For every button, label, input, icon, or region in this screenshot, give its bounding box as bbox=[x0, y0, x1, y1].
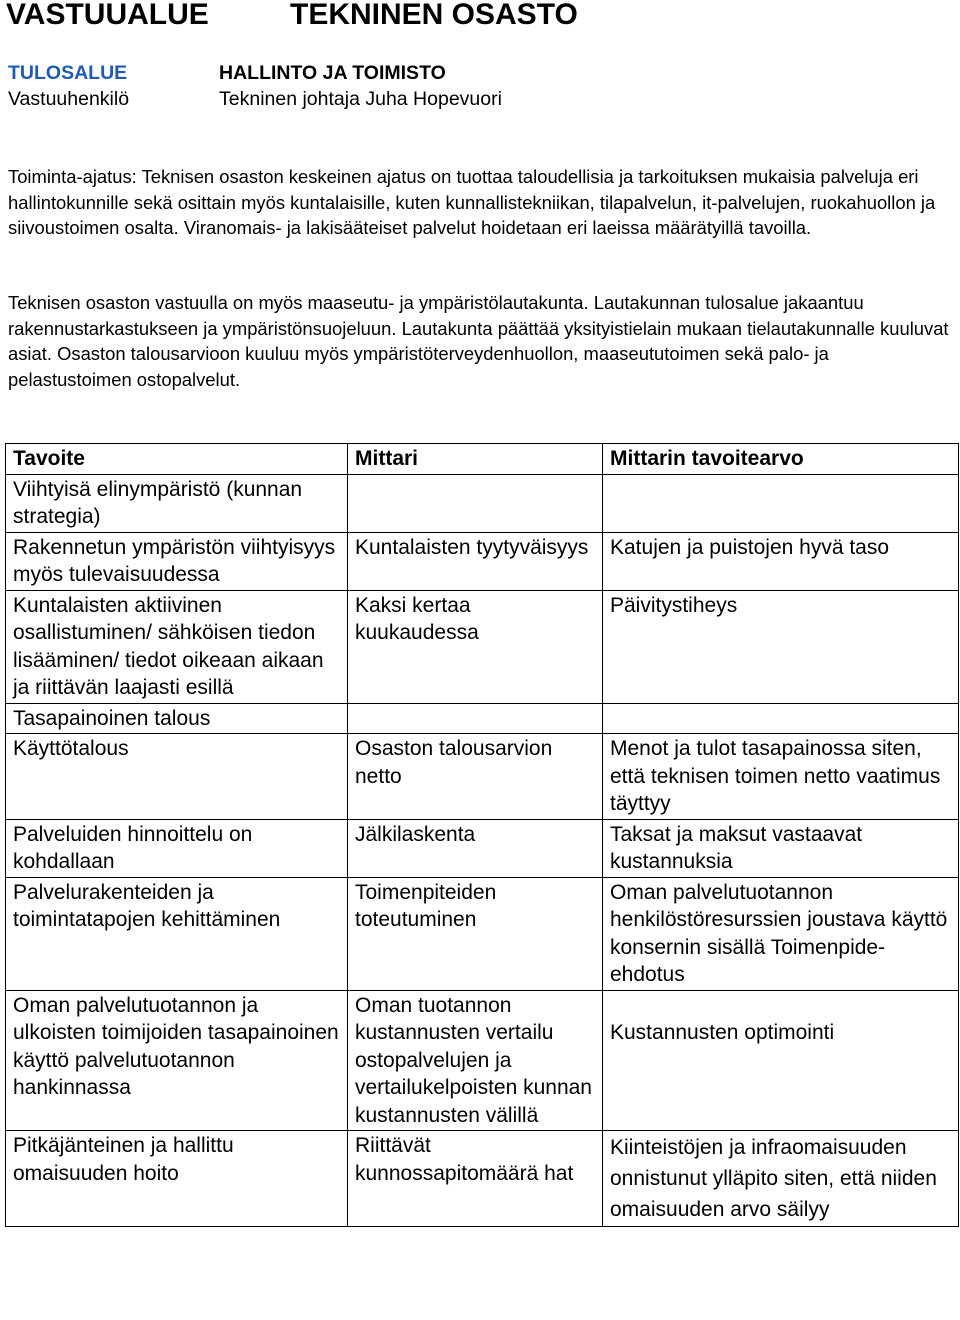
table-row bbox=[6, 703, 959, 734]
table-header-row bbox=[6, 444, 959, 475]
result-area-value: HALLINTO JA TOIMISTO bbox=[219, 62, 446, 84]
target-cell: Menot ja tulot tasapainossa siten, että teknisen toimen netto vaatimus täyttyy bbox=[603, 734, 959, 820]
header-goal: Tavoite bbox=[6, 444, 348, 475]
goal-cell: Palveluiden hinnoittelu on kohdallaan bbox=[6, 819, 348, 877]
target-cell: Kiinteistöjen ja infraomaisuuden onnistunut ylläpito siten, että niiden omaisuuden arvo säilyy bbox=[603, 1131, 959, 1227]
mission-paragraph: Toiminta-ajatus: Teknisen osaston keskeinen ajatus on tuottaa taloudellisia ja tarkoituksen mukaisia palveluja eri hallintokunnille sekä osittain myös kuntalaisille, kuten kunnallistekniikan, tilapalvelun, it-palvelujen, ruokahuollon ja siivoustoimen osalta. Viranomais- ja lakisääteiset palvelut hoidetaan eri laeissa määrätyillä tavoilla. bbox=[8, 166, 936, 239]
table-row bbox=[6, 819, 959, 877]
table-row bbox=[6, 877, 959, 990]
goal-cell: Viihtyisä elinympäristö (kunnan strategia) bbox=[6, 474, 348, 532]
goal-cell: Oman palvelutuotannon ja ulkoisten toimijoiden tasapainoinen käyttö palvelutuotannon hankinnassa bbox=[6, 990, 348, 1131]
goal-cell: Kuntalaisten aktiivinen osallistuminen/ sähköisen tiedon lisääminen/ tiedot oikeaan aikaan ja riittävän laajasti esillä bbox=[6, 590, 348, 703]
metric-cell: Oman tuotannon kustannusten vertailu ostopalvelujen ja vertailukelpoisten kunnan kustannusten välillä bbox=[348, 990, 603, 1131]
table-row bbox=[6, 474, 959, 532]
metric-cell: Riittävät kunnossapitomäärä hat bbox=[348, 1131, 603, 1227]
target-cell bbox=[603, 474, 959, 532]
metric-cell bbox=[348, 703, 603, 734]
header-target-value: Mittarin tavoitearvo bbox=[603, 444, 959, 475]
goal-cell: Rakennetun ympäristön viihtyisyys myös tulevaisuudessa bbox=[6, 532, 348, 590]
metric-cell: Toimenpiteiden toteutuminen bbox=[348, 877, 603, 990]
header-metric: Mittari bbox=[348, 444, 603, 475]
target-cell: Oman palvelutuotannon henkilöstöresurssien joustava käyttö konsernin sisällä Toimenpide-ehdotus bbox=[603, 877, 959, 990]
metric-cell: Osaston talousarvion netto bbox=[348, 734, 603, 820]
goal-cell: Palvelurakenteiden ja toimintatapojen kehittäminen bbox=[6, 877, 348, 990]
target-cell: Päivitystiheys bbox=[603, 590, 959, 703]
responsible-value: Tekninen johtaja Juha Hopevuori bbox=[219, 88, 502, 110]
goals-table bbox=[5, 443, 959, 1227]
table-row bbox=[6, 590, 959, 703]
area-label: VASTUUALUE bbox=[6, 0, 209, 31]
goal-cell: Pitkäjänteinen ja hallittu omaisuuden hoito bbox=[6, 1131, 348, 1227]
metric-cell: Jälkilaskenta bbox=[348, 819, 603, 877]
target-cell bbox=[603, 703, 959, 734]
result-area-label: TULOSALUE bbox=[8, 62, 128, 84]
metric-cell: Kuntalaisten tyytyväisyys bbox=[348, 532, 603, 590]
target-cell: Kustannusten optimointi bbox=[603, 990, 959, 1131]
table-row bbox=[6, 1131, 959, 1227]
goal-cell: Tasapainoinen talous bbox=[6, 703, 348, 734]
table-row bbox=[6, 990, 959, 1131]
target-cell: Katujen ja puistojen hyvä taso bbox=[603, 532, 959, 590]
department-title: TEKNINEN OSASTO bbox=[290, 0, 578, 31]
table-row bbox=[6, 734, 959, 820]
metric-cell: Kaksi kertaa kuukaudessa bbox=[348, 590, 603, 703]
target-cell: Taksat ja maksut vastaavat kustannuksia bbox=[603, 819, 959, 877]
responsible-label: Vastuuhenkilö bbox=[8, 88, 130, 110]
responsibility-paragraph: Teknisen osaston vastuulla on myös maaseutu- ja ympäristölautakunta. Lautakunnan tulosalue jakaantuu rakennustarkastukseen ja ympäristönsuojeluun. Lautakunta päättää yksityistielain mukaan tielautakunnalle kuuluvat asiat. Osaston talousarvioon kuuluu myös ympäristöterveydenhuollon, maaseututoimen sekä palo- ja pelastustoimen ostopalvelut. bbox=[8, 292, 949, 391]
table-row bbox=[6, 532, 959, 590]
metric-cell bbox=[348, 474, 603, 532]
goal-cell: Käyttötalous bbox=[6, 734, 348, 820]
